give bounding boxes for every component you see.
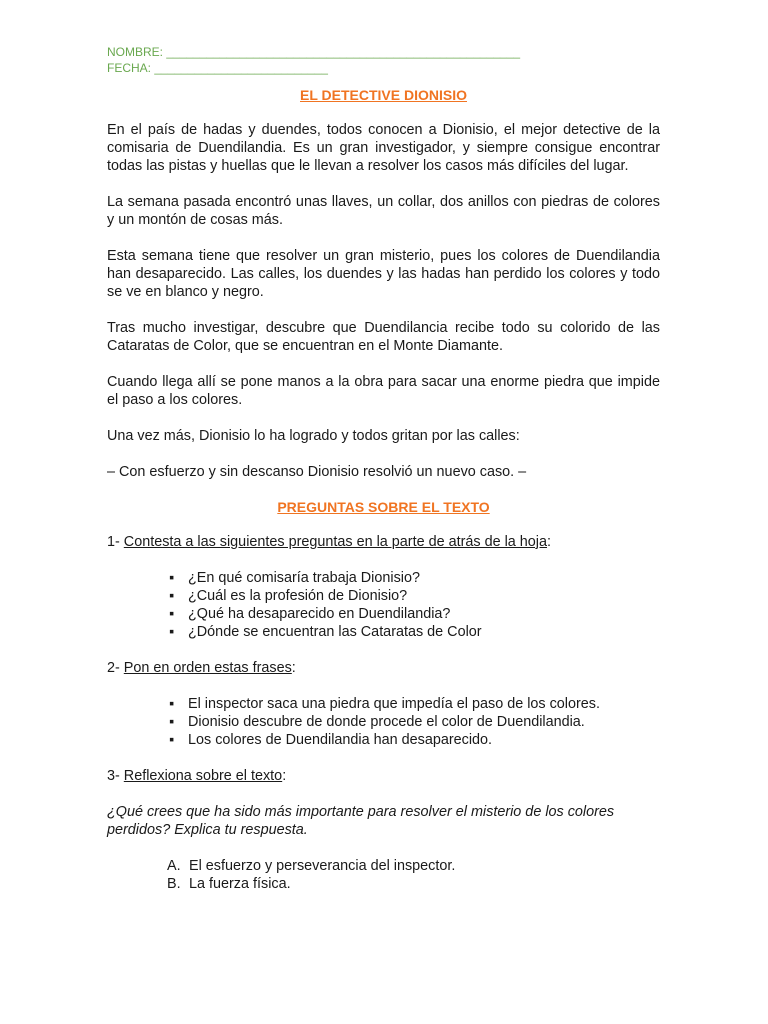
question-suffix: : xyxy=(547,534,551,550)
list-item-text: El inspector saca una piedra que impedía el paso de los colores. xyxy=(188,696,600,712)
list-item xyxy=(169,713,660,731)
question-text: Pon en orden estas frases xyxy=(123,660,292,676)
bullet-icon: ▪ xyxy=(169,606,175,622)
list-item-text: ¿Cuál es la profesión de Dionisio? xyxy=(188,588,408,604)
question-3-prompt: ¿Qué crees que ha sido más importante para resolver el misterio de los colores perdidos? Explica tu respuesta. xyxy=(107,804,615,838)
question-3-options xyxy=(107,857,660,893)
list-item xyxy=(169,569,660,587)
question-1-heading xyxy=(107,533,660,551)
list-item-text: ¿En qué comisaría trabaja Dionisio? xyxy=(188,570,420,586)
nombre-field[interactable] xyxy=(107,44,660,60)
option-item xyxy=(167,857,660,875)
question-text: Contesta a las siguientes preguntas en la parte de atrás de la hoja xyxy=(123,534,547,550)
questions-title: PREGUNTAS SOBRE EL TEXTO xyxy=(277,499,490,515)
option-text: La fuerza física. xyxy=(189,876,291,892)
bullet-icon: ▪ xyxy=(169,696,175,712)
story-title: EL DETECTIVE DIONISIO xyxy=(300,87,467,103)
question-3-heading xyxy=(107,767,660,785)
list-item-text: ¿Dónde se encuentran las Cataratas de Color xyxy=(188,624,482,640)
story-paragraph: Esta semana tiene que resolver un gran misterio, pues los colores de Duendilandia han desaparecido. Las calles, los duendes y las hadas han perdido los colores y todo se ve en blanco y negro. xyxy=(107,248,660,300)
bullet-icon: ▪ xyxy=(169,588,175,604)
question-suffix: : xyxy=(291,660,296,676)
worksheet-page xyxy=(107,44,660,893)
list-item xyxy=(169,623,660,641)
fecha-label: FECHA: xyxy=(107,61,152,75)
question-number: 3- xyxy=(107,768,120,784)
story-paragraph: La semana pasada encontró unas llaves, un collar, dos anillos con piedras de colores y un montón de cosas más. xyxy=(107,194,660,228)
option-letter: B. xyxy=(167,876,181,892)
bullet-icon: ▪ xyxy=(169,570,175,586)
list-item-text: Los colores de Duendilandia han desaparecido. xyxy=(188,732,493,748)
story-paragraph: Cuando llega allí se pone manos a la obra para sacar una enorme piedra que impide el paso a los colores. xyxy=(107,374,660,408)
question-suffix: : xyxy=(282,768,287,784)
option-text: El esfuerzo y perseverancia del inspector. xyxy=(189,858,456,874)
nombre-label: NOMBRE: xyxy=(107,45,164,59)
story-paragraph: – Con esfuerzo y sin descanso Dionisio resolvió un nuevo caso. – xyxy=(107,464,527,480)
option-item xyxy=(167,875,660,893)
list-item-text: ¿Qué ha desaparecido en Duendilandia? xyxy=(188,606,451,622)
nombre-line: _____________________________________________________ xyxy=(166,45,521,59)
question-1-list xyxy=(107,569,660,641)
list-item xyxy=(169,731,660,749)
list-item xyxy=(169,587,660,605)
list-item xyxy=(169,605,660,623)
list-item-text: Dionisio descubre de donde procede el color de Duendilandia. xyxy=(188,714,585,730)
question-number: 2- xyxy=(107,660,120,676)
story-paragraph: Una vez más, Dionisio lo ha logrado y todos gritan por las calles: xyxy=(107,428,520,444)
story-paragraph: Tras mucho investigar, descubre que Duendilancia recibe todo su colorido de las Cataratas de Color, que se encuentran en el Monte Diamante. xyxy=(107,320,660,354)
bullet-icon: ▪ xyxy=(169,732,175,748)
bullet-icon: ▪ xyxy=(169,624,175,640)
question-2-heading xyxy=(107,659,660,677)
list-item xyxy=(169,695,660,713)
question-2-list xyxy=(107,695,660,749)
story-paragraph: En el país de hadas y duendes, todos conocen a Dionisio, el mejor detective de la comisaria de Duendilandia. Es un gran investigador, y siempre consigue encontrar todas las pistas y huellas que le llevan a resolver los casos más difíciles del lugar. xyxy=(107,122,660,174)
question-number: 1- xyxy=(107,534,120,550)
fecha-field[interactable] xyxy=(107,60,660,76)
bullet-icon: ▪ xyxy=(169,714,175,730)
option-letter: A. xyxy=(167,858,181,874)
fecha-line: __________________________ xyxy=(154,61,328,75)
question-text: Reflexiona sobre el texto xyxy=(123,768,283,784)
